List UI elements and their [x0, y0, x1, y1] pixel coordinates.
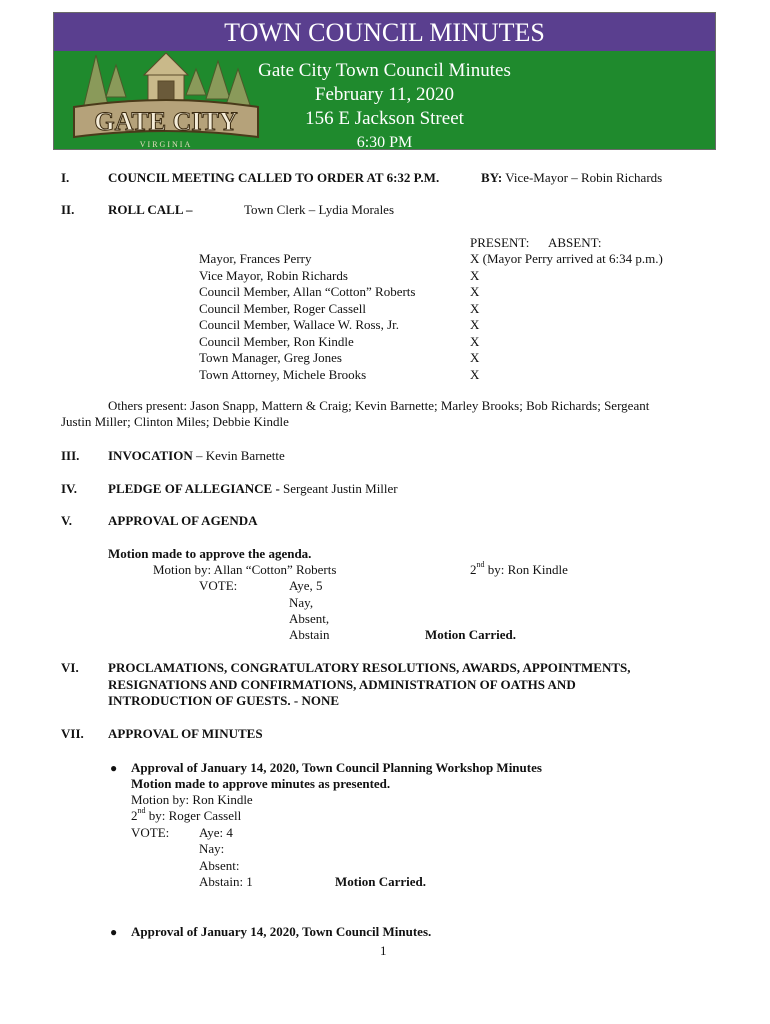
agenda-motion-by: Motion by: Allan “Cotton” Roberts: [153, 562, 337, 577]
minutes2-title: Approval of January 14, 2020, Town Council Minutes.: [131, 924, 432, 939]
town-clerk: Town Clerk – Lydia Morales: [244, 202, 395, 217]
roll-call-present-mark: X: [470, 333, 480, 349]
minutes1-vote-label: VOTE:: [131, 825, 170, 840]
page-title: TOWN COUNCIL MINUTES: [224, 18, 545, 47]
section-number: II.: [61, 202, 75, 217]
others-present-line1: Others present: Jason Snapp, Mattern & Craig; Kevin Barnette; Marley Brooks; Bob Richards; Sergeant: [108, 398, 650, 413]
pledge-detail: Sergeant Justin Miller: [279, 481, 398, 496]
section-number: IV.: [61, 481, 78, 496]
section-number: I.: [61, 170, 70, 185]
others-present-line2: Justin Miller; Clinton Miles; Debbie Kindle: [61, 414, 289, 429]
agenda-motion-title: Motion made to approve the agenda.: [108, 546, 312, 561]
header-subtitle: Gate City Town Council Minutes: [258, 60, 511, 81]
present-header: PRESENT:: [470, 235, 530, 250]
roll-call-present-mark: X: [470, 317, 480, 332]
called-by-value: Vice-Mayor – Robin Richards: [505, 170, 663, 185]
section-title-line1: PROCLAMATIONS, CONGRATULATORY RESOLUTIONS, AWARDS, APPOINTMENTS,: [108, 660, 631, 675]
section-number: VI.: [61, 660, 79, 675]
minutes1-absent: Absent:: [199, 858, 240, 873]
roll-call-member-name: Mayor, Frances Perry: [199, 251, 312, 266]
section-title-line3: INTRODUCTION OF GUESTS. - NONE: [108, 693, 340, 708]
minutes1-motion-title: Motion made to approve minutes as presented.: [131, 776, 391, 791]
roll-call-member-name: Vice Mayor, Robin Richards: [199, 267, 348, 283]
roll-call-present-mark: X: [470, 350, 480, 365]
bullet-icon: ●: [110, 761, 118, 775]
roll-call-present-mark: X: [470, 366, 480, 382]
minutes1-motion-by: Motion by: Ron Kindle: [131, 792, 253, 807]
section-title: ROLL CALL –: [108, 202, 193, 217]
logo-text: GATE CITY: [94, 107, 238, 136]
agenda-result: Motion Carried.: [425, 627, 516, 642]
agenda-absent: Absent,: [289, 611, 330, 626]
agenda-aye: Aye, 5: [289, 578, 323, 593]
roll-call-present-mark: X (Mayor Perry arrived at 6:34 p.m.): [470, 251, 663, 266]
agenda-vote-label: VOTE:: [199, 578, 238, 593]
roll-call-member-name: Town Attorney, Michele Brooks: [199, 366, 367, 382]
minutes1-abstain: Abstain: 1: [199, 874, 253, 889]
called-by: [481, 170, 662, 186]
roll-call-member-name: Town Manager, Greg Jones: [199, 350, 342, 365]
agenda-second-by: 2nd by: Ron Kindle: [470, 560, 568, 577]
section-title: APPROVAL OF AGENDA: [108, 513, 258, 528]
roll-call-member-name: Council Member, Allan “Cotton” Roberts: [199, 284, 416, 299]
section-title: INVOCATION: [108, 448, 193, 463]
section-title-line2: RESIGNATIONS AND CONFIRMATIONS, ADMINISTRATION OF OATHS AND: [108, 677, 576, 692]
agenda-nay: Nay,: [289, 595, 314, 610]
minutes1-second-by: 2nd by: Roger Cassell: [131, 806, 242, 823]
section-title: APPROVAL OF MINUTES: [108, 726, 263, 741]
pledge: [108, 481, 398, 497]
minutes1-result: Motion Carried.: [335, 874, 426, 889]
section-number: V.: [61, 513, 72, 528]
header-banner: [53, 12, 716, 150]
section-number: VII.: [61, 726, 84, 741]
bullet-icon: ●: [110, 925, 118, 939]
called-by-label: BY:: [481, 170, 503, 185]
roll-call-present-mark: X: [470, 267, 480, 283]
section-title: COUNCIL MEETING CALLED TO ORDER AT 6:32 P.M.: [108, 170, 440, 185]
roll-call-present-mark: X: [470, 284, 480, 299]
header-time: 6:30 PM: [356, 134, 413, 150]
agenda-abstain: Abstain: [289, 627, 330, 642]
invocation: [108, 448, 285, 464]
logo-subtext: VIRGINIA: [139, 140, 193, 149]
minutes1-aye: Aye: 4: [199, 825, 233, 840]
header-address: 156 E Jackson Street: [305, 108, 464, 129]
roll-call-present-mark: X: [470, 300, 480, 316]
header-date: February 11, 2020: [314, 84, 455, 105]
section-title: PLEDGE OF ALLEGIANCE -: [108, 481, 280, 496]
roll-call-member-name: Council Member, Ron Kindle: [199, 333, 354, 349]
invocation-detail: – Kevin Barnette: [192, 448, 285, 463]
roll-call-member-name: Council Member, Roger Cassell: [199, 300, 367, 316]
absent-header: ABSENT:: [548, 235, 602, 250]
roll-call-member-name: Council Member, Wallace W. Ross, Jr.: [199, 317, 400, 332]
minutes1-nay: Nay:: [199, 841, 225, 856]
section-number: III.: [61, 448, 80, 463]
minutes1-title: Approval of January 14, 2020, Town Council Planning Workshop Minutes: [131, 760, 542, 775]
page-number: 1: [380, 943, 387, 958]
